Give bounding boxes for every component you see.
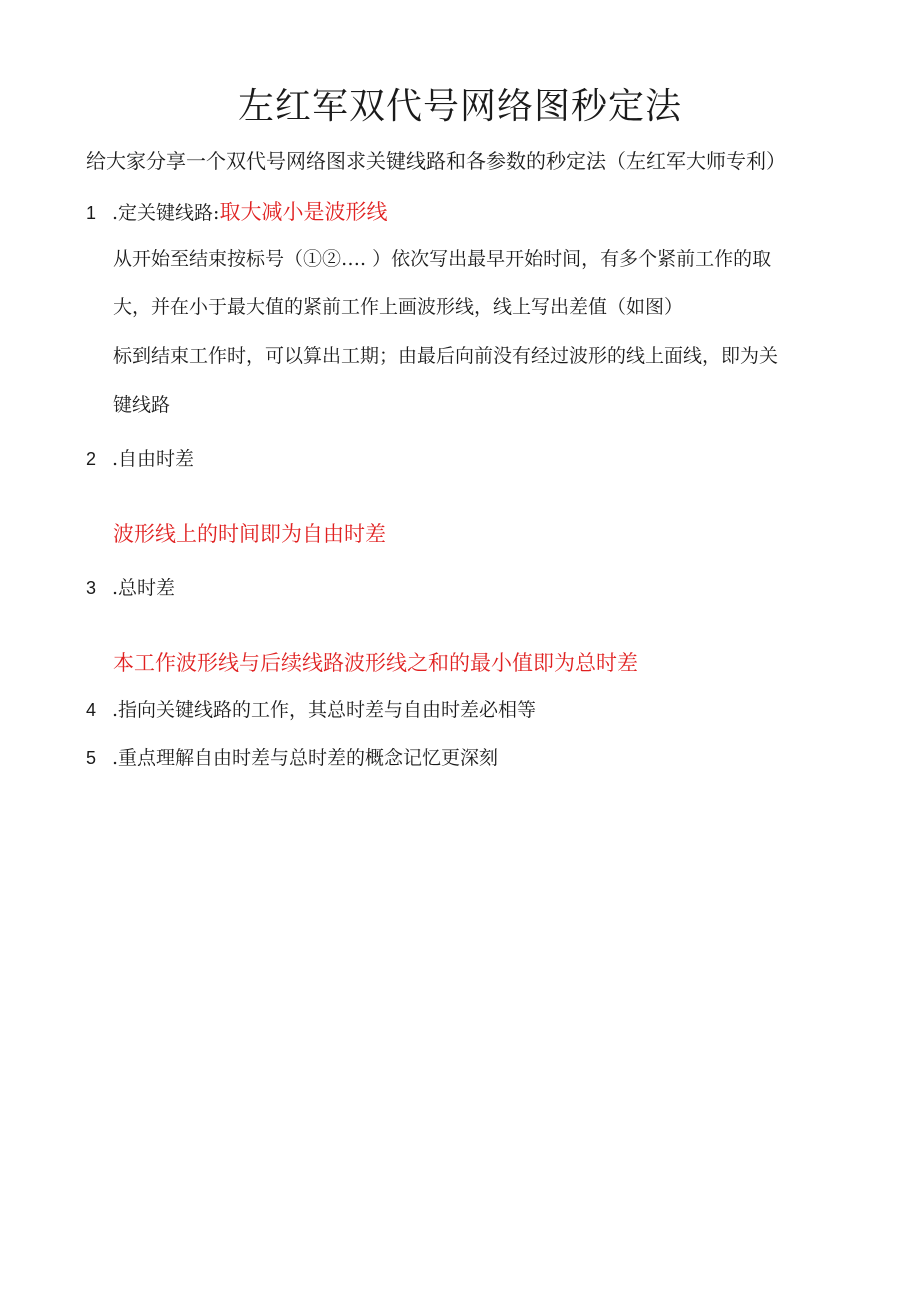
section-1-paragraph-line: 标到结束工作时，可以算出工期；由最后向前没有经过波形的线上面线，即为关 bbox=[113, 345, 779, 367]
section-4-line bbox=[86, 695, 536, 725]
section-3-heading-line bbox=[86, 573, 175, 603]
section-1-paragraph-line: 键线路 bbox=[113, 394, 171, 416]
section-2-number: 2 bbox=[86, 449, 97, 469]
section-1-paragraph-line: 从开始至结束按标号（①②…. ）依次写出最早开始时间，有多个紧前工作的取 bbox=[113, 248, 772, 270]
section-1-paragraph-line: 大，并在小于最大值的紧前工作上画波形线，线上写出差值（如图） bbox=[113, 296, 684, 318]
section-2-heading: .自由时差 bbox=[112, 448, 195, 470]
section-3-note: 本工作波形线与后续线路波形线之和的最小值即为总时差 bbox=[113, 651, 638, 675]
section-1-heading: .定关键线路: bbox=[112, 202, 220, 224]
section-3-heading: .总时差 bbox=[112, 577, 176, 599]
section-1-heading-line bbox=[86, 197, 387, 228]
section-2-note: 波形线上的时间即为自由时差 bbox=[113, 522, 386, 546]
section-5-heading: .重点理解自由时差与总时差的概念记忆更深刻 bbox=[112, 747, 499, 769]
intro-paragraph: 给大家分享一个双代号网络图求关键线路和各参数的秒定法（左红军大师专利） bbox=[86, 149, 786, 173]
section-4-heading: .指向关键线路的工作，其总时差与自由时差必相等 bbox=[112, 699, 537, 721]
section-1-highlight: 取大减小是波形线 bbox=[219, 200, 388, 224]
section-3-number: 3 bbox=[86, 578, 97, 598]
section-2-heading-line bbox=[86, 444, 194, 474]
section-4-number: 4 bbox=[86, 700, 97, 720]
section-1-number: 1 bbox=[86, 203, 97, 223]
document-title: 左红军双代号网络图秒定法 bbox=[237, 86, 682, 127]
section-5-line bbox=[86, 743, 498, 773]
section-5-number: 5 bbox=[86, 748, 97, 768]
